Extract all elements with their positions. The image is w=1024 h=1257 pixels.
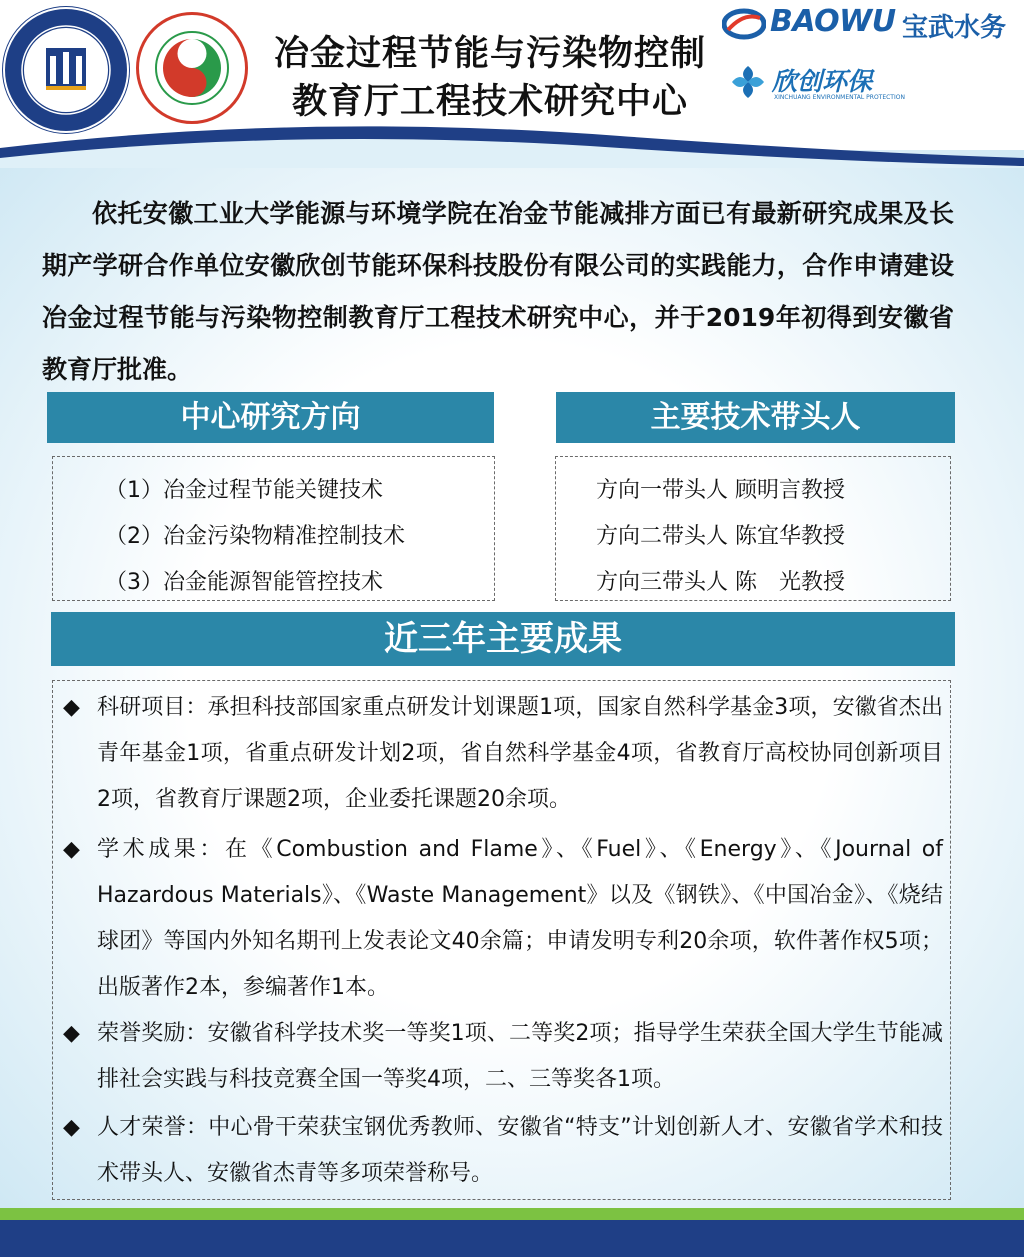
direction-item: （3）冶金能源智能管控技术 [105, 570, 383, 595]
result-text: 荣誉奖励：安徽省科学技术奖一等奖1项、二等奖2项；指导学生荣获全国大学生节能减排社会实践与科技竞赛全国一等奖4项，二、三等奖各1项。 [97, 1021, 943, 1092]
bullet-icon: ◆ [63, 1115, 80, 1140]
result-item [63, 1105, 943, 1197]
result-text: 科研项目：承担科技部国家重点研发计划课题1项，国家自然科学基金3项，安徽省杰出青年基金1项，省重点研发计划2项，省自然科学基金4项，省教育厅高校协同创新项目2项，省教育厅课题2项，企业委托课题20余项。 [97, 695, 943, 812]
xinchuang-logo [728, 60, 928, 110]
directions-heading: 中心研究方向 [47, 392, 494, 443]
bullet-icon: ◆ [63, 837, 80, 862]
see-logo [136, 12, 248, 124]
xinchuang-en: XINCHUANG ENVIRONMENTAL PROTECTION [774, 94, 905, 101]
results-box [52, 680, 951, 1200]
baowu-logo [722, 4, 1022, 44]
xinchuang-cn: 欣创环保 [772, 67, 873, 96]
header-wave [0, 118, 1024, 168]
directions-box [52, 456, 495, 601]
leader-item: 方向一带头人 顾明言教授 [596, 478, 845, 503]
title-line-1: 冶金过程节能与污染物控制 [273, 34, 706, 74]
title-line-2: 教育厅工程技术研究中心 [291, 82, 688, 122]
leaders-box [555, 456, 951, 601]
page-title [245, 30, 735, 126]
leader-item: 方向三带头人 陈 光教授 [596, 570, 845, 595]
result-text: 学术成果：在《Combustion and Flame》、《Fuel》、《Energy》、《Journal of Hazardous Materials》、《Waste Management》以及《钢铁》、《中国冶金》、《烧结球团》等国内外知名期刊上发表论文40余篇；申请发明专利20余项，软件著作权5项；出版著作2本，参编著作1本。 [97, 837, 943, 1000]
ahut-logo [2, 6, 130, 134]
bullet-icon: ◆ [63, 1021, 80, 1046]
result-item [63, 827, 943, 1011]
result-item [63, 1011, 943, 1103]
intro-paragraph: 依托安徽工业大学能源与环境学院在冶金节能减排方面已有最新研究成果及长期产学研合作单位安徽欣创节能环保科技股份有限公司的实践能力，合作申请建设冶金过程节能与污染物控制教育厅工程技术研究中心，并于2019年初得到安徽省教育厅批准。 [42, 199, 954, 384]
footer-blue-band [0, 1220, 1024, 1257]
results-heading: 近三年主要成果 [51, 612, 955, 666]
result-text: 人才荣誉：中心骨干荣获宝钢优秀教师、安徽省“特支”计划创新人才、安徽省学术和技术带头人、安徽省杰青等多项荣誉称号。 [97, 1115, 943, 1186]
baowu-cn: 宝武水务 [902, 13, 1007, 43]
footer-green-band [0, 1208, 1024, 1220]
baowu-en: BAOWU [770, 4, 896, 39]
result-item [63, 685, 943, 823]
leaders-heading: 主要技术带头人 [556, 392, 955, 443]
direction-item: （1）冶金过程节能关键技术 [105, 478, 383, 503]
xinchuang-mark-icon [728, 62, 768, 102]
direction-item: （2）冶金污染物精准控制技术 [105, 524, 405, 549]
bullet-icon: ◆ [63, 695, 80, 720]
leader-item: 方向二带头人 陈宜华教授 [596, 524, 845, 549]
baowu-mark-icon [722, 4, 766, 44]
